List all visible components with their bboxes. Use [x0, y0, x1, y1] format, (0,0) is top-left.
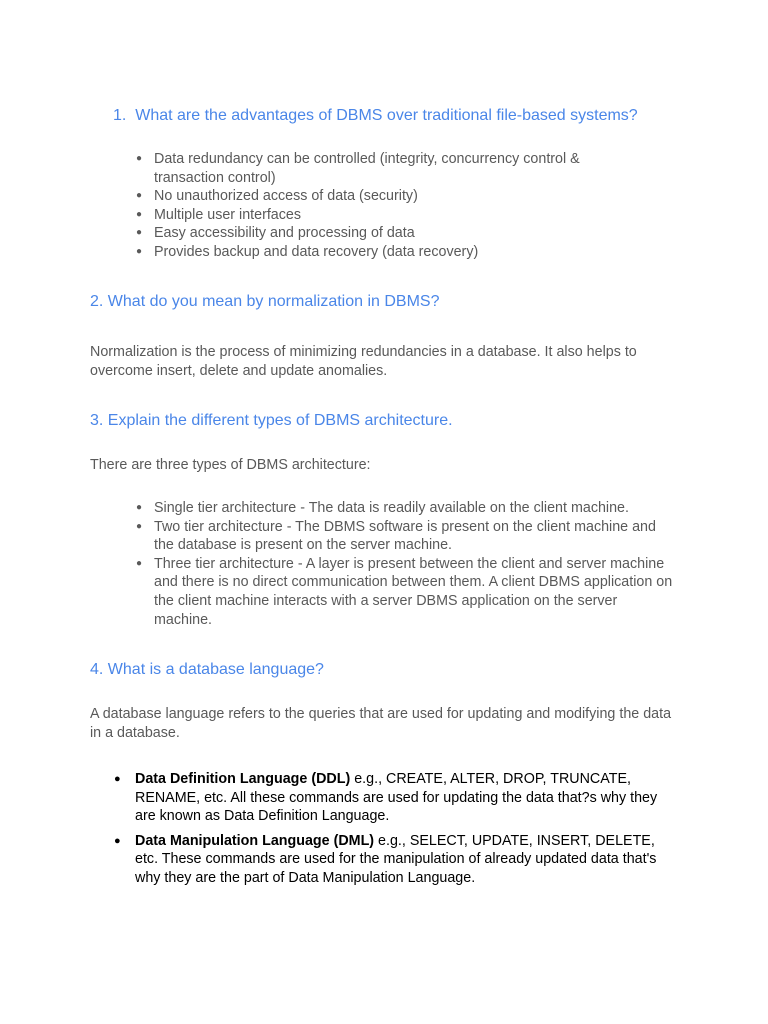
bullet-icon: ●: [136, 245, 143, 257]
term-ddl: Data Definition Language (DDL): [135, 771, 351, 787]
bullet-icon: ●: [136, 502, 143, 513]
q1-number: 1.: [113, 107, 127, 124]
list-item: ● Data Manipulation Language (DML) e.g., SELECT, UPDATE, INSERT, DELETE, etc. These commands are used for the manipulation of already updated data that's why they are the part of Data Manipulation Language.: [114, 832, 657, 886]
list-item: ● Single tier architecture - The data is readily available on the client machine.: [136, 500, 629, 516]
list-item: ● No unauthorized access of data (security): [136, 188, 418, 205]
q1-heading: [113, 106, 638, 126]
list-item: ● Data redundancy can be controlled (integrity, concurrency control & transaction control): [136, 151, 580, 186]
term-dml: Data Manipulation Language (DML): [135, 832, 375, 849]
bullet-icon: ●: [114, 773, 121, 785]
q1-advantages-list: [136, 150, 624, 262]
bullet-icon: ●: [136, 520, 143, 532]
list-item: ● Three tier architecture - A layer is present between the client and server machine and there is no direct communication between them. A client DBMS application on the client machine interacts with a server DBMS application on the server machine.: [136, 555, 673, 628]
q4-heading: 4. What is a database language?: [90, 661, 324, 678]
q4-answer: A database language refers to the queries that are used for updating and modifying the data in a database.: [90, 706, 672, 741]
list-item: ● Provides backup and data recovery (data recovery): [136, 243, 479, 260]
bullet-icon: ●: [136, 208, 143, 220]
q2-answer: Normalization is the process of minimizing redundancies in a database. It also helps to overcome insert, delete and update anomalies.: [90, 344, 637, 379]
list-item: ● Data Definition Language (DDL) e.g., CREATE, ALTER, DROP, TRUNCATE, RENAME, etc. All these commands are used for updating the data that?s why they are known as Data Definition Language.: [114, 771, 658, 825]
q4-language-list: [114, 770, 680, 894]
list-item: ● Two tier architecture - The DBMS software is present on the client machine and the database is present on the server machine.: [136, 518, 656, 554]
q3-heading: 3. Explain the different types of DBMS architecture.: [90, 412, 453, 429]
q3-intro: There are three types of DBMS architecture:: [90, 457, 371, 473]
q3-architecture-list: [136, 499, 674, 629]
bullet-icon: ●: [114, 834, 121, 847]
list-item: ● Multiple user interfaces: [136, 206, 302, 223]
list-item: ● Easy accessibility and processing of data: [136, 225, 415, 242]
bullet-icon: ●: [136, 227, 143, 239]
bullet-icon: ●: [136, 557, 143, 569]
bullet-icon: ●: [136, 153, 143, 164]
q2-heading: 2. What do you mean by normalization in DBMS?: [90, 293, 440, 310]
bullet-icon: ●: [136, 190, 143, 202]
q1-title: What are the advantages of DBMS over traditional file-based systems?: [135, 107, 638, 124]
